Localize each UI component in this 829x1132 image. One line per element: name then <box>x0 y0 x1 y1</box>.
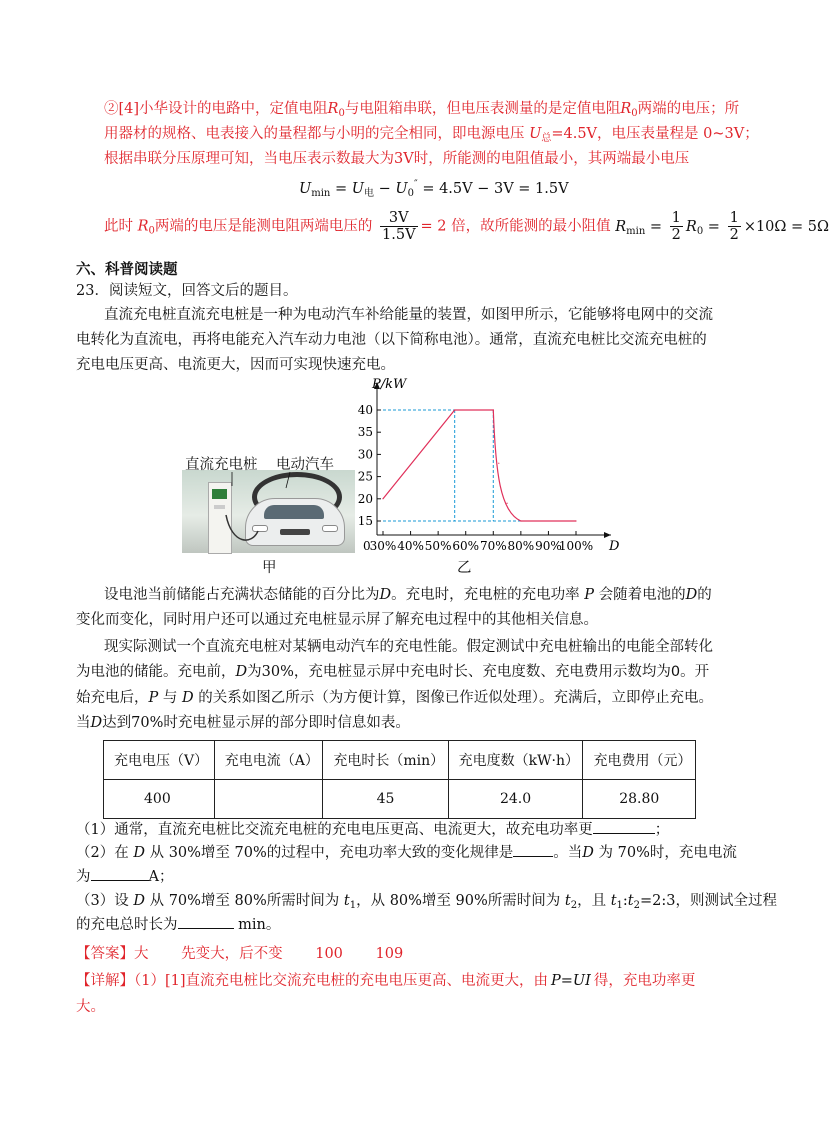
table-header-cell: 充电度数（kW·h） <box>448 741 583 780</box>
detail-line-2: 大。 <box>76 999 105 1015</box>
answer-1: 大 <box>134 946 149 962</box>
table-cell: 28.80 <box>583 780 696 819</box>
para3-line2: 为电池的储能。充电前，D为30%，充电桩显示屏中充电时长、充电度数、充电费用示数均为0。开 <box>76 664 710 680</box>
table-header-cell: 充电电压（V） <box>104 741 215 780</box>
table-cell <box>214 780 323 819</box>
sub-question-3: （3）设 D 从 70%增至 80%所需时间为 $t_1$，从 80%增至 90%所需时间为 $t_2$，且 $t_1:t_2=2:3$，则测试全过程 <box>76 893 777 911</box>
x-axis-label: D <box>609 539 620 554</box>
explain-formula: $U_{min} = U_电 - U_0'' = 4.5V - 3V = 1.5V$ <box>299 179 569 199</box>
explain-line-1: ②[4]小华设计的电路中，定值电阻$R_0$与电阻箱串联，但电压表测量的是定值电阻$R_0$两端的电压；所 <box>104 101 740 119</box>
label-leader-lines <box>230 472 290 492</box>
answer-blank[interactable] <box>593 819 655 834</box>
table-row <box>104 780 696 819</box>
sub-question-1: （1）通常，直流充电桩比交流充电桩的充电电压更高、电流更大，故充电功率更 ； <box>76 819 669 840</box>
x-axis-arrow <box>604 532 611 538</box>
y-axis-label: P/kW <box>372 377 407 392</box>
answer-line <box>76 944 403 964</box>
para3-line1: 现实际测试一个直流充电桩对某辆电动汽车的充电性能。假定测试中充电桩输出的电能全部转化 <box>104 639 713 655</box>
answer-blank[interactable] <box>513 842 553 857</box>
power-vs-d-chart <box>345 375 630 555</box>
para2-line2: 变化而变化，同时用户还可以通过充电桩显示屏了解充电过程中的其他相关信息。 <box>76 612 598 628</box>
para1-line2: 电转化为直流电，再将电能充入汽车动力电池（以下简称电池）。通常，直流充电桩比交流充电桩的 <box>76 332 707 348</box>
data-point <box>520 520 521 521</box>
origin-label: 0 <box>363 539 371 553</box>
data-point <box>498 463 499 464</box>
detail-line-1: 【详解】（1）[1]直流充电桩比交流充电桩的充电电压更高、电流更大，由 P=UI 得，充电功率更 <box>76 973 696 989</box>
section-heading: 六、科普阅读题 <box>76 262 178 278</box>
answer-tag: 【答案】 <box>76 946 134 962</box>
y-tick-label: 35 <box>357 425 373 440</box>
y-tick-label: 30 <box>357 447 373 462</box>
explain-line-2: 用器材的规格、电表接入的量程都与小明的完全相同，即电源电压 $U_总=4.5V$，电压表量程是 0~3V； <box>104 126 759 144</box>
cable-icon <box>222 505 262 545</box>
explain-line-5: 此时 $R_0$两端的电压是能测电阻两端电压的 $\frac{3V}{1.5V}$ = 2 倍，故所能测的最小阻值 $R_{min}$ = $\frac{1}{2}$ $R_0$ = $\frac{1}{2}$ ×10Ω = 5Ω <box>104 210 829 243</box>
answer-3: 100 <box>315 946 343 962</box>
para3-line3: 始充电后，P 与 D 的关系如图乙所示（为方便计算，图像已作近似处理）。充满后，立即停止充电。 <box>76 690 713 706</box>
table-cell: 45 <box>323 780 448 819</box>
answer-blank[interactable] <box>91 866 149 881</box>
x-tick-label: 100% <box>558 539 594 553</box>
label-electric-car: 电动汽车 <box>276 457 334 473</box>
table-header-cell: 充电电流（A） <box>214 741 323 780</box>
figure-a-caption: 甲 <box>262 560 277 576</box>
y-tick-label: 25 <box>357 469 373 484</box>
sub-question-3-line-2: 的充电总时长为 min。 <box>76 914 280 935</box>
para1-line3: 充电电压更高、电流更大，因而可实现快速充电。 <box>76 357 395 373</box>
data-point <box>382 498 383 499</box>
x-tick-label: 80% <box>507 539 535 553</box>
table-header-row <box>104 741 696 780</box>
y-tick-label: 20 <box>357 491 373 506</box>
data-point <box>493 409 494 410</box>
answer-2: 先变大，后不变 <box>181 946 283 962</box>
y-tick-label: 40 <box>357 403 373 417</box>
figure-b-caption: 乙 <box>457 560 472 576</box>
answer-4: 109 <box>375 946 404 962</box>
x-tick-label: 90% <box>535 539 562 553</box>
table-header-cell: 充电费用（元） <box>583 741 696 780</box>
label-charging-pile: 直流充电桩 <box>185 457 258 473</box>
table-cell: 24.0 <box>448 780 583 819</box>
table-cell: 400 <box>104 780 215 819</box>
charging-info-table <box>103 740 696 819</box>
sub-question-2: （2）在 D 从 30%增至 70%的过程中，充电功率大致的变化规律是 。当D 为 70%时，充电电流 <box>76 842 737 863</box>
x-tick-label: 30% <box>369 539 397 553</box>
y-tick-label: 15 <box>357 514 373 528</box>
x-tick-label: 40% <box>397 539 424 553</box>
data-point <box>454 409 455 410</box>
para1-line1: 直流充电桩直流充电桩是一种为电动汽车补给能量的装置，如图甲所示，它能够将电网中的交流 <box>104 307 713 323</box>
table-header-cell: 充电时长（min） <box>323 741 448 780</box>
x-tick-label: 50% <box>424 539 452 553</box>
sub-question-2-line-2: 为 A； <box>76 866 173 887</box>
data-point <box>506 503 507 504</box>
x-tick-label: 60% <box>452 539 480 553</box>
para3-line4: 当D达到70%时充电桩显示屏的部分即时信息如表。 <box>76 715 410 731</box>
explain-line-3: 根据串联分压原理可知，当电压表示数最大为3V时，所能测的电阻值最小，其两端最小电压 <box>104 151 690 167</box>
question-intro: 23．阅读短文，回答文后的题目。 <box>76 283 298 299</box>
answer-blank[interactable] <box>178 914 234 929</box>
para2-line1: 设电池当前储能占充满状态储能的百分比为D。充电时，充电桩的充电功率 P 会随着电池的D的 <box>104 587 712 603</box>
data-point <box>575 520 576 521</box>
power-curve <box>383 410 576 521</box>
x-tick-label: 70% <box>479 539 507 553</box>
detail-tag: 【详解】 <box>76 973 134 989</box>
